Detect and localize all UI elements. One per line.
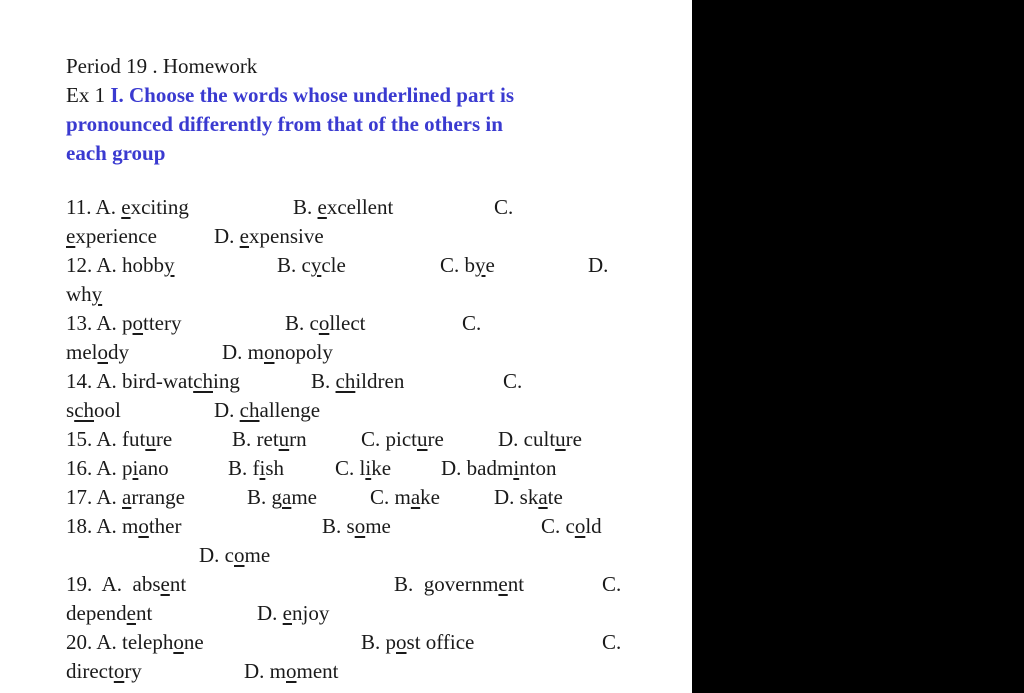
option-a: 14. A. bird-watching xyxy=(66,369,240,393)
option-c-label: C. xyxy=(462,311,482,335)
option-c-label: C. xyxy=(503,369,523,393)
option-d: D. expensive xyxy=(214,224,324,248)
option-c: C. cold xyxy=(541,514,602,538)
option-b: B. excellent xyxy=(293,195,394,219)
option-d: D. challenge xyxy=(214,398,321,422)
option-d-label: D. xyxy=(588,253,609,277)
option-c: C. make xyxy=(370,485,440,509)
option-c-label: C. xyxy=(602,572,622,596)
option-a: 19. A. absent xyxy=(66,572,187,596)
option-c: school xyxy=(66,398,121,422)
option-b: B. government xyxy=(394,572,525,596)
option-c: directory xyxy=(66,659,142,683)
option-a: 18. A. mother xyxy=(66,514,182,538)
option-b: B. some xyxy=(322,514,391,538)
option-c: experience xyxy=(66,224,157,248)
option-c: dependent xyxy=(66,601,153,625)
option-d: why xyxy=(66,282,103,306)
option-d: D. culture xyxy=(498,427,582,451)
option-c-label: C. xyxy=(494,195,514,219)
option-b: B. collect xyxy=(285,311,366,335)
option-a: 17. A. arrange xyxy=(66,485,185,509)
exercise-heading-line-2: pronounced differently from that of the others in xyxy=(66,112,503,136)
option-b: B. cycle xyxy=(277,253,346,277)
option-a: 20. A. telephone xyxy=(66,630,204,654)
exercise-prefix: Ex 1 xyxy=(66,83,111,107)
option-a: 13. A. pottery xyxy=(66,311,182,335)
option-c: C. bye xyxy=(440,253,495,277)
option-b: B. fish xyxy=(228,456,285,480)
option-a: 15. A. future xyxy=(66,427,173,451)
option-c-label: C. xyxy=(602,630,622,654)
option-d: D. monopoly xyxy=(222,340,333,364)
option-c: melody xyxy=(66,340,129,364)
option-b: B. return xyxy=(232,427,307,451)
instruction-text: I. Choose the words whose underlined part is xyxy=(110,83,515,107)
exercise-heading-line-3: each group xyxy=(66,141,166,165)
option-c: C. like xyxy=(335,456,392,480)
option-d: D. enjoy xyxy=(257,601,330,625)
option-d: D. come xyxy=(199,543,271,567)
option-a: 11. A. exciting xyxy=(66,195,189,219)
option-d: D. badminton xyxy=(441,456,557,480)
option-a: 16. A. piano xyxy=(66,456,169,480)
page-title: Period 19 . Homework xyxy=(66,54,258,78)
option-c: C. picture xyxy=(361,427,444,451)
option-a: 12. A. hobby xyxy=(66,253,175,277)
option-d: D. moment xyxy=(244,659,339,683)
exercise-heading-line-1 xyxy=(66,81,514,110)
option-b: B. post office xyxy=(361,630,475,654)
option-b: B. game xyxy=(247,485,317,509)
option-d: D. skate xyxy=(494,485,563,509)
option-b: B. children xyxy=(311,369,405,393)
black-side-panel xyxy=(692,0,1024,693)
